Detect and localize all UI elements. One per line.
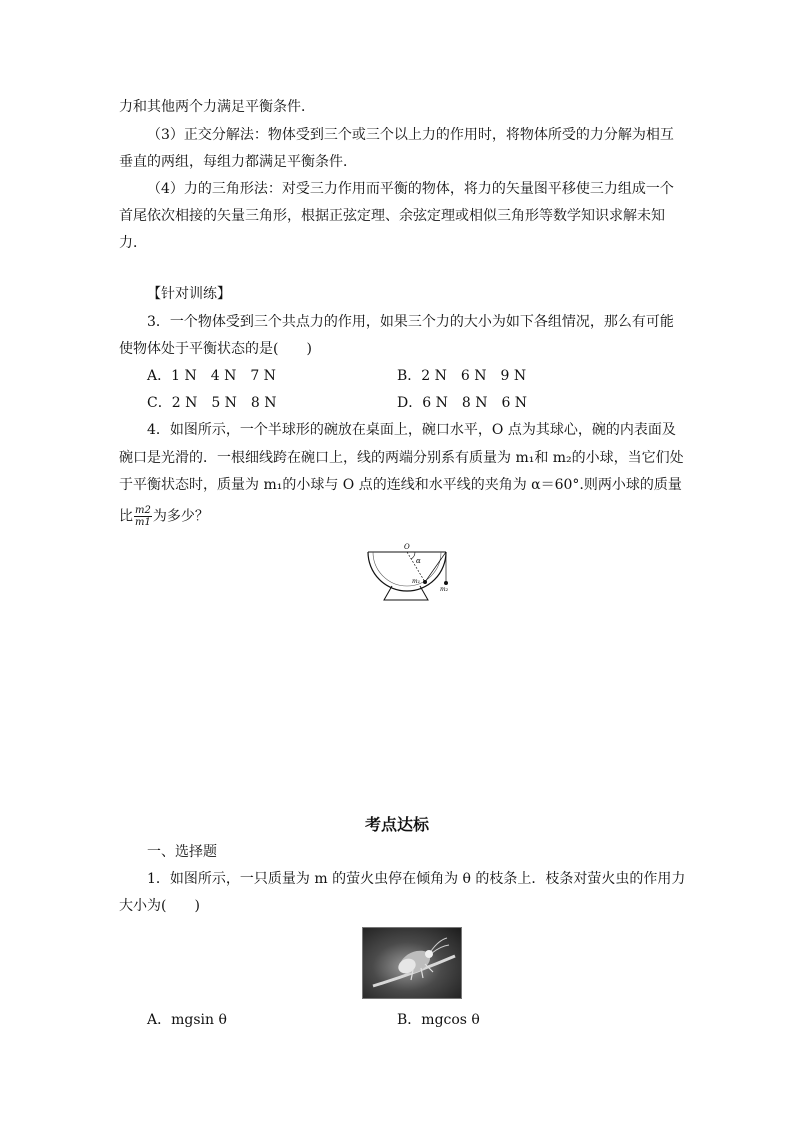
bowl-stand [384, 586, 428, 600]
option-b: B．mgcos θ [397, 1012, 480, 1028]
bowl-inner [373, 552, 441, 586]
question-4-line: 于平衡状态时，质量为 m₁的小球与 O 点的连线和水平线的夹角为 α＝60°.则两小球的质量 [119, 477, 682, 493]
paragraph-line: 垂直的两组，每组力都满足平衡条件． [119, 154, 357, 170]
question-4-ratio-line [119, 505, 209, 528]
section-title: 考点达标 [364, 815, 429, 834]
ratio-prefix: 比 [119, 508, 133, 525]
angle-arc [411, 552, 415, 559]
label-m1: m₁ [412, 578, 421, 585]
paragraph-line: 力和其他两个力满足平衡条件． [119, 99, 315, 115]
paragraph-line: 首尾依次相接的矢量三角形，根据正弦定理、余弦定理或相似三角形等数学知识求解未知 [119, 208, 665, 224]
option-a: A．1 N 4 N 7 N [147, 368, 276, 384]
ball-m1 [423, 580, 427, 584]
firefly-photo [362, 927, 462, 999]
ratio-denominator: m1 [135, 517, 151, 528]
firefly-head [425, 950, 433, 958]
label-o: O [404, 543, 410, 551]
paragraph-line: （3）正交分解法：物体受到三个或三个以上力的作用时，将物体所受的力分解为相互 [147, 127, 674, 143]
question-1-line: 大小为( ) [119, 898, 200, 914]
mass-ratio-fraction [134, 505, 152, 528]
firefly-antennae [431, 938, 449, 953]
ratio-numerator: m2 [135, 505, 151, 516]
ratio-suffix: 为多少？ [152, 508, 209, 525]
question-3-line: 3．一个物体受到三个共点力的作用，如果三个力的大小为如下各组情况，那么有可能 [147, 314, 674, 330]
label-m2: m₂ [440, 586, 449, 593]
bowl-outline [368, 552, 446, 591]
option-a: A．mgsin θ [147, 1012, 227, 1028]
option-b: B．2 N 6 N 9 N [397, 368, 527, 384]
training-heading: 【针对训练】 [147, 286, 231, 302]
paragraph-line: 力． [119, 235, 147, 251]
option-d: D．6 N 8 N 6 N [397, 395, 528, 411]
ball-m2 [444, 581, 448, 585]
label-alpha: α [416, 557, 421, 565]
question-1-line: 1．如图所示，一只质量为 m 的萤火虫停在倾角为 θ 的枝条上．枝条对萤火虫的作用力 [147, 871, 686, 887]
question-4-line: 碗口是光滑的．一根细线跨在碗口上，线的两端分别系有质量为 m₁和 m₂的小球，当它们处 [119, 450, 684, 466]
bowl-diagram [364, 540, 456, 606]
question-3-line: 使物体处于平衡状态的是( ) [119, 341, 312, 357]
option-c: C．2 N 5 N 8 N [147, 395, 277, 411]
paragraph-line: （4）力的三角形法：对受三力作用而平衡的物体，将力的矢量图平移使三力组成一个 [147, 181, 674, 197]
section-subtitle: 一、选择题 [147, 844, 217, 860]
question-4-line: 4．如图所示，一个半球形的碗放在桌面上，碗口水平，O 点为其球心，碗的内表面及 [147, 422, 676, 438]
firefly-illustration [363, 928, 461, 998]
